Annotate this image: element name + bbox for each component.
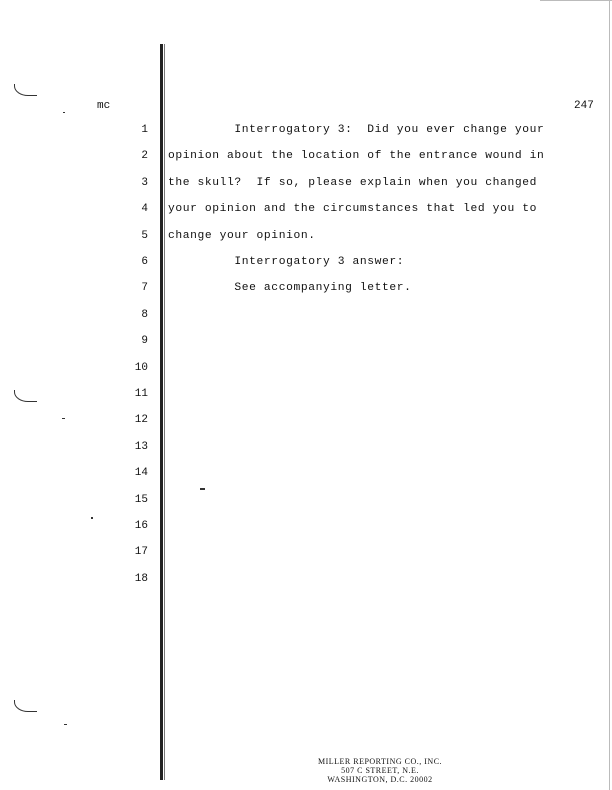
- line-text: the skull? If so, please explain when you changed: [168, 177, 537, 189]
- line-number: 5: [141, 230, 148, 242]
- line-number: 3: [141, 177, 148, 189]
- line-number: 11: [134, 388, 148, 400]
- scan-speck: [200, 488, 205, 490]
- footer-company: MILLER REPORTING CO., INC.: [317, 757, 443, 766]
- line-number: 4: [141, 203, 148, 215]
- footer-street: 507 C STREET, N.E.: [341, 766, 419, 775]
- reporter-initials: mc: [97, 100, 111, 112]
- line-number: 8: [141, 309, 148, 321]
- left-margin-rule-secondary: [164, 44, 165, 780]
- line-text: Interrogatory 3 answer:: [168, 256, 405, 268]
- reporter-footer: [290, 757, 470, 784]
- line-text: opinion about the location of the entrance wound in: [168, 150, 545, 162]
- line-number: 2: [141, 150, 148, 162]
- line-text: Interrogatory 3: Did you ever change your: [168, 124, 545, 136]
- line-number: 16: [134, 520, 148, 532]
- left-margin-rule: [160, 44, 163, 780]
- line-number: 13: [134, 441, 148, 453]
- line-number: 14: [134, 467, 148, 479]
- line-text: your opinion and the circumstances that led you to: [168, 203, 537, 215]
- scan-speck: [62, 418, 65, 419]
- line-number: 10: [134, 362, 148, 374]
- scan-speck: [63, 112, 65, 113]
- line-number: 1: [141, 124, 148, 136]
- line-number: 6: [141, 256, 148, 268]
- footer-city: WASHINGTON, D.C. 20002: [327, 775, 433, 784]
- scan-speck: [91, 517, 93, 519]
- page-edge-top: [540, 0, 612, 1]
- scan-speck: [64, 724, 67, 725]
- line-number: 18: [134, 573, 148, 585]
- page-number: 247: [574, 100, 594, 112]
- page-edge-right: [609, 0, 610, 790]
- line-number: 7: [141, 282, 148, 294]
- line-number: 12: [134, 414, 148, 426]
- line-text: change your opinion.: [168, 230, 316, 242]
- binder-hole-mark: [14, 700, 37, 712]
- binder-hole-mark: [14, 390, 37, 402]
- line-number: 17: [134, 546, 148, 558]
- line-text: See accompanying letter.: [168, 282, 412, 294]
- line-number: 15: [134, 494, 148, 506]
- line-number: 9: [141, 335, 148, 347]
- binder-hole-mark: [14, 84, 37, 96]
